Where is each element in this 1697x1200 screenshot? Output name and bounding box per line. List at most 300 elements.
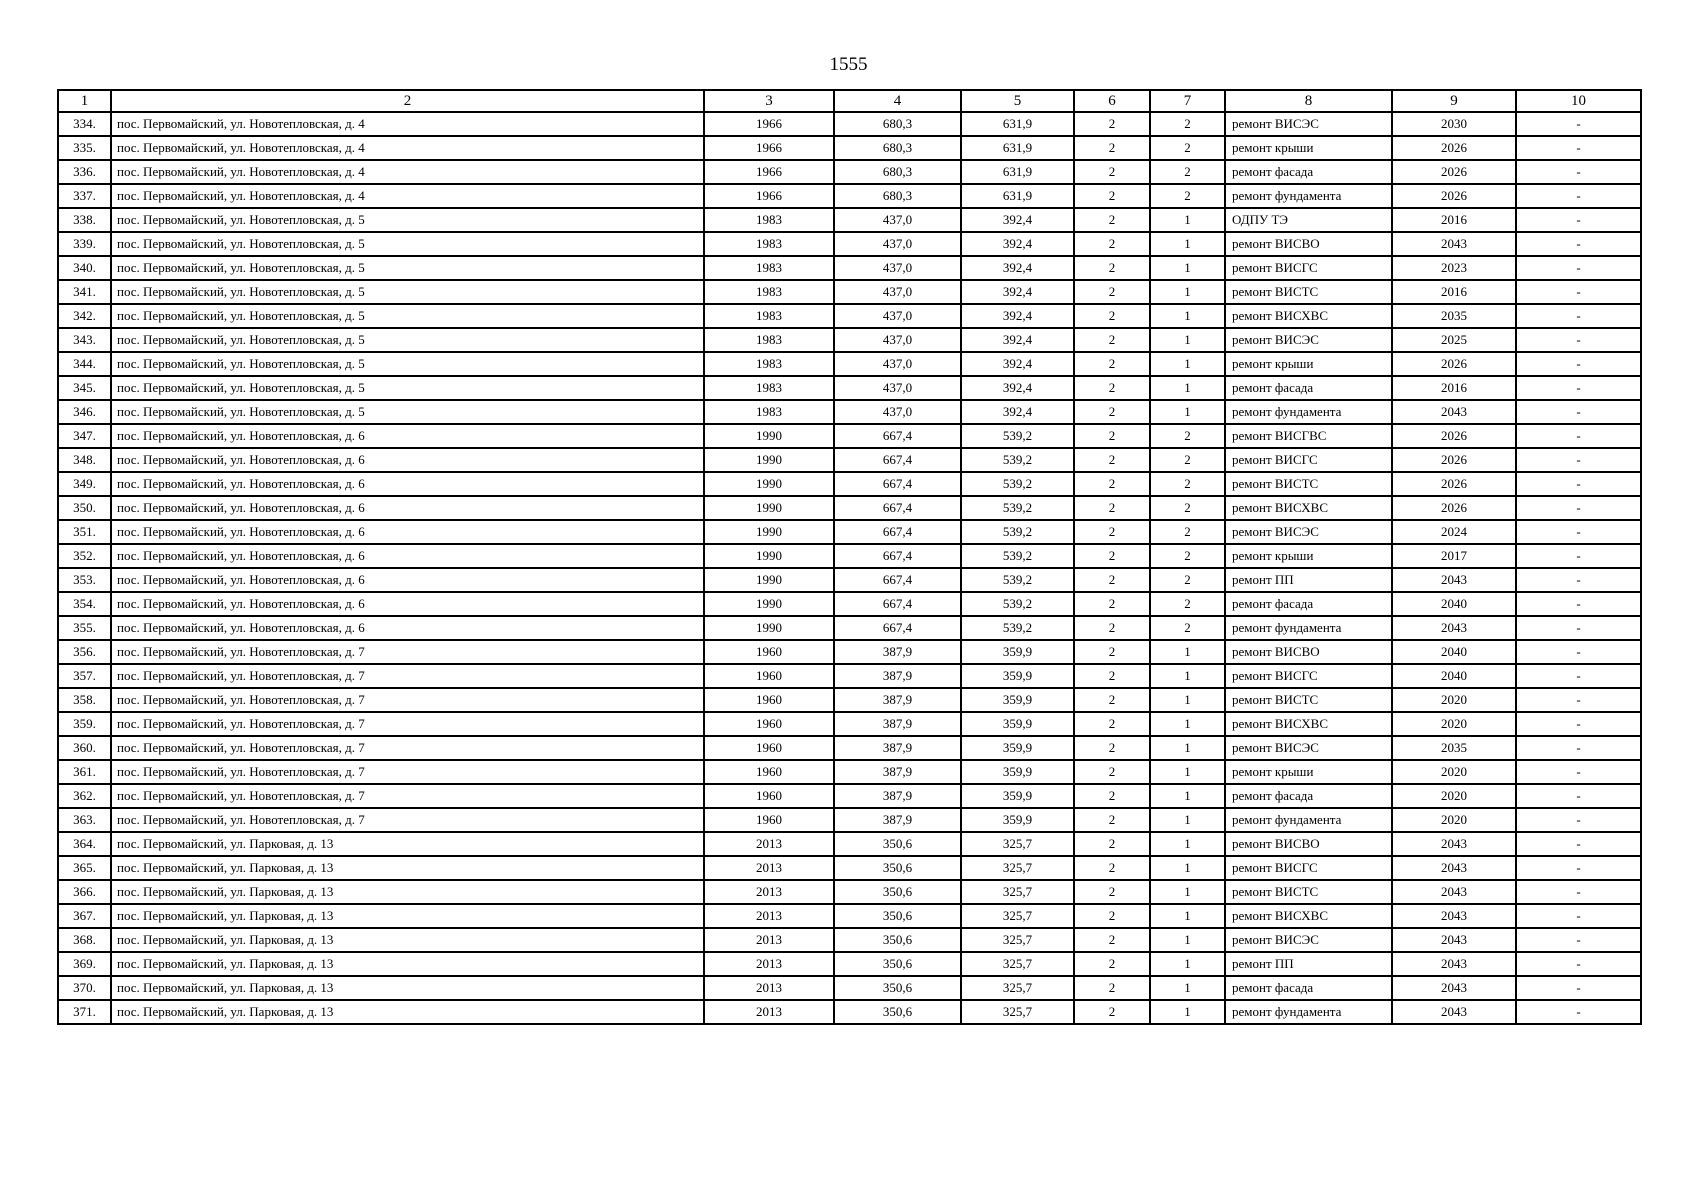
living-area-cell: 539,2 [961, 448, 1074, 472]
row-number-cell: 346. [58, 400, 111, 424]
col6-cell: 2 [1074, 736, 1150, 760]
work-type-cell: ремонт фундамента [1225, 616, 1392, 640]
living-area-cell: 392,4 [961, 328, 1074, 352]
col7-cell: 2 [1150, 424, 1225, 448]
table-row [58, 160, 1641, 184]
address-cell: пос. Первомайский, ул. Новотепловская, д. 7 [111, 784, 704, 808]
table-body [58, 112, 1641, 1024]
total-area-cell: 387,9 [834, 640, 961, 664]
work-type-cell: ремонт ВИСГС [1225, 256, 1392, 280]
work-type-cell: ремонт ВИСТС [1225, 280, 1392, 304]
living-area-cell: 631,9 [961, 184, 1074, 208]
total-area-cell: 680,3 [834, 184, 961, 208]
total-area-cell: 387,9 [834, 688, 961, 712]
work-type-cell: ремонт фасада [1225, 592, 1392, 616]
address-cell: пос. Первомайский, ул. Новотепловская, д. 5 [111, 256, 704, 280]
table-row [58, 856, 1641, 880]
work-type-cell: ремонт ВИСХВС [1225, 496, 1392, 520]
row-number-cell: 338. [58, 208, 111, 232]
year-cell: 2013 [704, 928, 834, 952]
work-type-cell: ремонт ВИСТС [1225, 880, 1392, 904]
year-cell: 1960 [704, 688, 834, 712]
col10-cell: - [1516, 1000, 1641, 1024]
col10-cell: - [1516, 136, 1641, 160]
col7-cell: 1 [1150, 808, 1225, 832]
living-area-cell: 392,4 [961, 304, 1074, 328]
col6-cell: 2 [1074, 136, 1150, 160]
col6-cell: 2 [1074, 880, 1150, 904]
living-area-cell: 359,9 [961, 688, 1074, 712]
address-cell: пос. Первомайский, ул. Парковая, д. 13 [111, 1000, 704, 1024]
living-area-cell: 325,7 [961, 952, 1074, 976]
col6-cell: 2 [1074, 232, 1150, 256]
total-area-cell: 437,0 [834, 280, 961, 304]
work-type-cell: ремонт фундамента [1225, 184, 1392, 208]
col7-cell: 1 [1150, 784, 1225, 808]
year-cell: 1966 [704, 112, 834, 136]
row-number-cell: 351. [58, 520, 111, 544]
total-area-cell: 680,3 [834, 112, 961, 136]
total-area-cell: 667,4 [834, 520, 961, 544]
year-cell: 2013 [704, 856, 834, 880]
table-row [58, 928, 1641, 952]
table-row [58, 736, 1641, 760]
col7-cell: 1 [1150, 952, 1225, 976]
total-area-cell: 387,9 [834, 736, 961, 760]
living-area-cell: 325,7 [961, 832, 1074, 856]
living-area-cell: 539,2 [961, 520, 1074, 544]
planned-year-cell: 2035 [1392, 736, 1516, 760]
col7-cell: 2 [1150, 472, 1225, 496]
table-row [58, 808, 1641, 832]
living-area-cell: 539,2 [961, 568, 1074, 592]
address-cell: пос. Первомайский, ул. Новотепловская, д. 5 [111, 208, 704, 232]
col10-cell: - [1516, 208, 1641, 232]
col6-cell: 2 [1074, 280, 1150, 304]
planned-year-cell: 2043 [1392, 904, 1516, 928]
address-cell: пос. Первомайский, ул. Парковая, д. 13 [111, 928, 704, 952]
living-area-cell: 392,4 [961, 232, 1074, 256]
table-row [58, 520, 1641, 544]
col6-cell: 2 [1074, 712, 1150, 736]
year-cell: 1990 [704, 472, 834, 496]
address-cell: пос. Первомайский, ул. Новотепловская, д. 5 [111, 400, 704, 424]
year-cell: 1966 [704, 160, 834, 184]
planned-year-cell: 2026 [1392, 136, 1516, 160]
year-cell: 1966 [704, 184, 834, 208]
year-cell: 1990 [704, 424, 834, 448]
col10-cell: - [1516, 784, 1641, 808]
col6-cell: 2 [1074, 664, 1150, 688]
living-area-cell: 359,9 [961, 760, 1074, 784]
planned-year-cell: 2020 [1392, 808, 1516, 832]
total-area-cell: 437,0 [834, 232, 961, 256]
table-row [58, 880, 1641, 904]
living-area-cell: 631,9 [961, 160, 1074, 184]
work-type-cell: ремонт ВИСВО [1225, 232, 1392, 256]
col10-cell: - [1516, 400, 1641, 424]
col6-cell: 2 [1074, 544, 1150, 568]
living-area-cell: 325,7 [961, 904, 1074, 928]
col10-cell: - [1516, 904, 1641, 928]
total-area-cell: 350,6 [834, 880, 961, 904]
year-cell: 1983 [704, 352, 834, 376]
work-type-cell: ремонт фасада [1225, 376, 1392, 400]
row-number-cell: 363. [58, 808, 111, 832]
col6-cell: 2 [1074, 760, 1150, 784]
planned-year-cell: 2016 [1392, 280, 1516, 304]
address-cell: пос. Первомайский, ул. Новотепловская, д. 5 [111, 376, 704, 400]
living-area-cell: 539,2 [961, 472, 1074, 496]
col7-cell: 1 [1150, 760, 1225, 784]
address-cell: пос. Первомайский, ул. Новотепловская, д. 4 [111, 160, 704, 184]
row-number-cell: 355. [58, 616, 111, 640]
work-type-cell: ремонт фасада [1225, 160, 1392, 184]
living-area-cell: 539,2 [961, 496, 1074, 520]
year-cell: 1990 [704, 592, 834, 616]
total-area-cell: 437,0 [834, 352, 961, 376]
header-cell: 10 [1516, 90, 1641, 112]
work-type-cell: ремонт фундамента [1225, 1000, 1392, 1024]
planned-year-cell: 2043 [1392, 952, 1516, 976]
row-number-cell: 344. [58, 352, 111, 376]
year-cell: 2013 [704, 976, 834, 1000]
planned-year-cell: 2016 [1392, 208, 1516, 232]
year-cell: 1990 [704, 520, 834, 544]
year-cell: 1990 [704, 568, 834, 592]
address-cell: пос. Первомайский, ул. Новотепловская, д. 6 [111, 616, 704, 640]
col10-cell: - [1516, 328, 1641, 352]
planned-year-cell: 2043 [1392, 832, 1516, 856]
planned-year-cell: 2030 [1392, 112, 1516, 136]
total-area-cell: 437,0 [834, 328, 961, 352]
work-type-cell: ремонт ВИСГВС [1225, 424, 1392, 448]
col10-cell: - [1516, 280, 1641, 304]
col10-cell: - [1516, 856, 1641, 880]
living-area-cell: 325,7 [961, 976, 1074, 1000]
row-number-cell: 358. [58, 688, 111, 712]
col6-cell: 2 [1074, 904, 1150, 928]
header-cell: 3 [704, 90, 834, 112]
year-cell: 2013 [704, 952, 834, 976]
total-area-cell: 350,6 [834, 928, 961, 952]
planned-year-cell: 2043 [1392, 616, 1516, 640]
year-cell: 2013 [704, 880, 834, 904]
work-type-cell: ремонт ПП [1225, 568, 1392, 592]
header-cell: 8 [1225, 90, 1392, 112]
col6-cell: 2 [1074, 472, 1150, 496]
total-area-cell: 667,4 [834, 472, 961, 496]
col10-cell: - [1516, 664, 1641, 688]
table-row [58, 376, 1641, 400]
address-cell: пос. Первомайский, ул. Парковая, д. 13 [111, 856, 704, 880]
col7-cell: 1 [1150, 280, 1225, 304]
total-area-cell: 350,6 [834, 1000, 961, 1024]
planned-year-cell: 2043 [1392, 928, 1516, 952]
header-cell: 2 [111, 90, 704, 112]
row-number-cell: 350. [58, 496, 111, 520]
year-cell: 2013 [704, 904, 834, 928]
planned-year-cell: 2026 [1392, 160, 1516, 184]
col7-cell: 2 [1150, 544, 1225, 568]
total-area-cell: 350,6 [834, 856, 961, 880]
row-number-cell: 356. [58, 640, 111, 664]
year-cell: 1983 [704, 232, 834, 256]
planned-year-cell: 2023 [1392, 256, 1516, 280]
row-number-cell: 357. [58, 664, 111, 688]
col7-cell: 1 [1150, 856, 1225, 880]
address-cell: пос. Первомайский, ул. Новотепловская, д. 7 [111, 712, 704, 736]
year-cell: 1960 [704, 640, 834, 664]
total-area-cell: 667,4 [834, 448, 961, 472]
total-area-cell: 437,0 [834, 304, 961, 328]
col10-cell: - [1516, 592, 1641, 616]
total-area-cell: 387,9 [834, 712, 961, 736]
row-number-cell: 341. [58, 280, 111, 304]
col10-cell: - [1516, 880, 1641, 904]
address-cell: пос. Первомайский, ул. Парковая, д. 13 [111, 904, 704, 928]
col7-cell: 1 [1150, 304, 1225, 328]
planned-year-cell: 2043 [1392, 880, 1516, 904]
col6-cell: 2 [1074, 832, 1150, 856]
header-cell: 9 [1392, 90, 1516, 112]
col10-cell: - [1516, 184, 1641, 208]
table-row [58, 304, 1641, 328]
work-type-cell: ремонт ВИСВО [1225, 640, 1392, 664]
table-row [58, 544, 1641, 568]
total-area-cell: 350,6 [834, 952, 961, 976]
work-type-cell: ремонт ПП [1225, 952, 1392, 976]
col6-cell: 2 [1074, 616, 1150, 640]
living-area-cell: 392,4 [961, 208, 1074, 232]
living-area-cell: 539,2 [961, 424, 1074, 448]
row-number-cell: 347. [58, 424, 111, 448]
row-number-cell: 360. [58, 736, 111, 760]
living-area-cell: 325,7 [961, 856, 1074, 880]
table-row [58, 280, 1641, 304]
col7-cell: 1 [1150, 256, 1225, 280]
planned-year-cell: 2043 [1392, 400, 1516, 424]
total-area-cell: 350,6 [834, 832, 961, 856]
total-area-cell: 437,0 [834, 376, 961, 400]
row-number-cell: 359. [58, 712, 111, 736]
col6-cell: 2 [1074, 112, 1150, 136]
address-cell: пос. Первомайский, ул. Новотепловская, д. 6 [111, 592, 704, 616]
col7-cell: 1 [1150, 352, 1225, 376]
row-number-cell: 348. [58, 448, 111, 472]
work-type-cell: ремонт ВИСГС [1225, 856, 1392, 880]
address-cell: пос. Первомайский, ул. Новотепловская, д. 7 [111, 808, 704, 832]
col10-cell: - [1516, 112, 1641, 136]
row-number-cell: 354. [58, 592, 111, 616]
col6-cell: 2 [1074, 640, 1150, 664]
col6-cell: 2 [1074, 208, 1150, 232]
address-cell: пос. Первомайский, ул. Новотепловская, д. 6 [111, 472, 704, 496]
year-cell: 1960 [704, 784, 834, 808]
year-cell: 1990 [704, 496, 834, 520]
table-row [58, 208, 1641, 232]
col6-cell: 2 [1074, 568, 1150, 592]
col6-cell: 2 [1074, 520, 1150, 544]
year-cell: 1983 [704, 280, 834, 304]
year-cell: 1983 [704, 376, 834, 400]
col7-cell: 1 [1150, 640, 1225, 664]
year-cell: 1960 [704, 760, 834, 784]
planned-year-cell: 2040 [1392, 592, 1516, 616]
work-type-cell: ремонт ВИСЭС [1225, 520, 1392, 544]
planned-year-cell: 2026 [1392, 448, 1516, 472]
work-type-cell: ремонт ВИСВО [1225, 832, 1392, 856]
col6-cell: 2 [1074, 184, 1150, 208]
col10-cell: - [1516, 232, 1641, 256]
table-header-row [58, 90, 1641, 112]
year-cell: 1983 [704, 208, 834, 232]
row-number-cell: 368. [58, 928, 111, 952]
living-area-cell: 539,2 [961, 592, 1074, 616]
work-type-cell: ремонт ВИСХВС [1225, 904, 1392, 928]
address-cell: пос. Первомайский, ул. Новотепловская, д. 7 [111, 664, 704, 688]
year-cell: 1960 [704, 712, 834, 736]
work-type-cell: ремонт крыши [1225, 760, 1392, 784]
col7-cell: 2 [1150, 448, 1225, 472]
work-type-cell: ремонт ВИСЭС [1225, 928, 1392, 952]
table-row [58, 352, 1641, 376]
address-cell: пос. Первомайский, ул. Новотепловская, д. 5 [111, 280, 704, 304]
col7-cell: 1 [1150, 904, 1225, 928]
col7-cell: 1 [1150, 232, 1225, 256]
page-number: 1555 [829, 54, 868, 75]
col10-cell: - [1516, 448, 1641, 472]
row-number-cell: 366. [58, 880, 111, 904]
planned-year-cell: 2026 [1392, 352, 1516, 376]
address-cell: пос. Первомайский, ул. Новотепловская, д. 5 [111, 352, 704, 376]
table-row [58, 448, 1641, 472]
header-cell: 5 [961, 90, 1074, 112]
col6-cell: 2 [1074, 448, 1150, 472]
work-type-cell: ремонт ВИСХВС [1225, 304, 1392, 328]
row-number-cell: 349. [58, 472, 111, 496]
col6-cell: 2 [1074, 352, 1150, 376]
total-area-cell: 667,4 [834, 592, 961, 616]
row-number-cell: 353. [58, 568, 111, 592]
table-row [58, 904, 1641, 928]
table-row [58, 496, 1641, 520]
row-number-cell: 370. [58, 976, 111, 1000]
table-row [58, 832, 1641, 856]
address-cell: пос. Первомайский, ул. Новотепловская, д. 4 [111, 184, 704, 208]
work-type-cell: ремонт ВИСГС [1225, 664, 1392, 688]
col7-cell: 2 [1150, 520, 1225, 544]
planned-year-cell: 2020 [1392, 760, 1516, 784]
address-cell: пос. Первомайский, ул. Новотепловская, д. 7 [111, 640, 704, 664]
total-area-cell: 387,9 [834, 784, 961, 808]
table-row [58, 664, 1641, 688]
col7-cell: 1 [1150, 400, 1225, 424]
col7-cell: 1 [1150, 688, 1225, 712]
col10-cell: - [1516, 832, 1641, 856]
planned-year-cell: 2043 [1392, 856, 1516, 880]
living-area-cell: 631,9 [961, 136, 1074, 160]
address-cell: пос. Первомайский, ул. Парковая, д. 13 [111, 976, 704, 1000]
repair-schedule-table [57, 89, 1642, 1025]
planned-year-cell: 2040 [1392, 664, 1516, 688]
table-row [58, 184, 1641, 208]
total-area-cell: 667,4 [834, 544, 961, 568]
address-cell: пос. Первомайский, ул. Новотепловская, д. 6 [111, 448, 704, 472]
row-number-cell: 334. [58, 112, 111, 136]
address-cell: пос. Первомайский, ул. Новотепловская, д. 6 [111, 520, 704, 544]
table-row [58, 640, 1641, 664]
year-cell: 1960 [704, 808, 834, 832]
table-row [58, 784, 1641, 808]
total-area-cell: 437,0 [834, 208, 961, 232]
total-area-cell: 667,4 [834, 616, 961, 640]
year-cell: 1960 [704, 664, 834, 688]
total-area-cell: 667,4 [834, 496, 961, 520]
total-area-cell: 437,0 [834, 400, 961, 424]
col6-cell: 2 [1074, 1000, 1150, 1024]
living-area-cell: 392,4 [961, 376, 1074, 400]
year-cell: 2013 [704, 1000, 834, 1024]
col10-cell: - [1516, 712, 1641, 736]
address-cell: пос. Первомайский, ул. Парковая, д. 13 [111, 880, 704, 904]
planned-year-cell: 2043 [1392, 976, 1516, 1000]
year-cell: 1983 [704, 328, 834, 352]
col7-cell: 2 [1150, 184, 1225, 208]
address-cell: пос. Первомайский, ул. Новотепловская, д. 6 [111, 568, 704, 592]
col6-cell: 2 [1074, 304, 1150, 328]
col7-cell: 1 [1150, 1000, 1225, 1024]
col10-cell: - [1516, 544, 1641, 568]
planned-year-cell: 2043 [1392, 1000, 1516, 1024]
col10-cell: - [1516, 976, 1641, 1000]
table-row [58, 256, 1641, 280]
table-row [58, 976, 1641, 1000]
living-area-cell: 359,9 [961, 808, 1074, 832]
col7-cell: 1 [1150, 712, 1225, 736]
table-row [58, 424, 1641, 448]
total-area-cell: 680,3 [834, 160, 961, 184]
planned-year-cell: 2020 [1392, 784, 1516, 808]
col6-cell: 2 [1074, 424, 1150, 448]
col10-cell: - [1516, 808, 1641, 832]
total-area-cell: 350,6 [834, 976, 961, 1000]
year-cell: 2013 [704, 832, 834, 856]
row-number-cell: 336. [58, 160, 111, 184]
year-cell: 1990 [704, 616, 834, 640]
total-area-cell: 680,3 [834, 136, 961, 160]
col7-cell: 2 [1150, 568, 1225, 592]
work-type-cell: ремонт ВИСГС [1225, 448, 1392, 472]
planned-year-cell: 2020 [1392, 688, 1516, 712]
planned-year-cell: 2040 [1392, 640, 1516, 664]
planned-year-cell: 2026 [1392, 424, 1516, 448]
total-area-cell: 387,9 [834, 808, 961, 832]
col10-cell: - [1516, 616, 1641, 640]
work-type-cell: ремонт ВИСТС [1225, 472, 1392, 496]
header-cell: 1 [58, 90, 111, 112]
work-type-cell: ремонт фундамента [1225, 400, 1392, 424]
table-row [58, 712, 1641, 736]
col6-cell: 2 [1074, 160, 1150, 184]
planned-year-cell: 2043 [1392, 232, 1516, 256]
col10-cell: - [1516, 520, 1641, 544]
total-area-cell: 437,0 [834, 256, 961, 280]
planned-year-cell: 2017 [1392, 544, 1516, 568]
living-area-cell: 359,9 [961, 736, 1074, 760]
row-number-cell: 369. [58, 952, 111, 976]
table-row [58, 112, 1641, 136]
